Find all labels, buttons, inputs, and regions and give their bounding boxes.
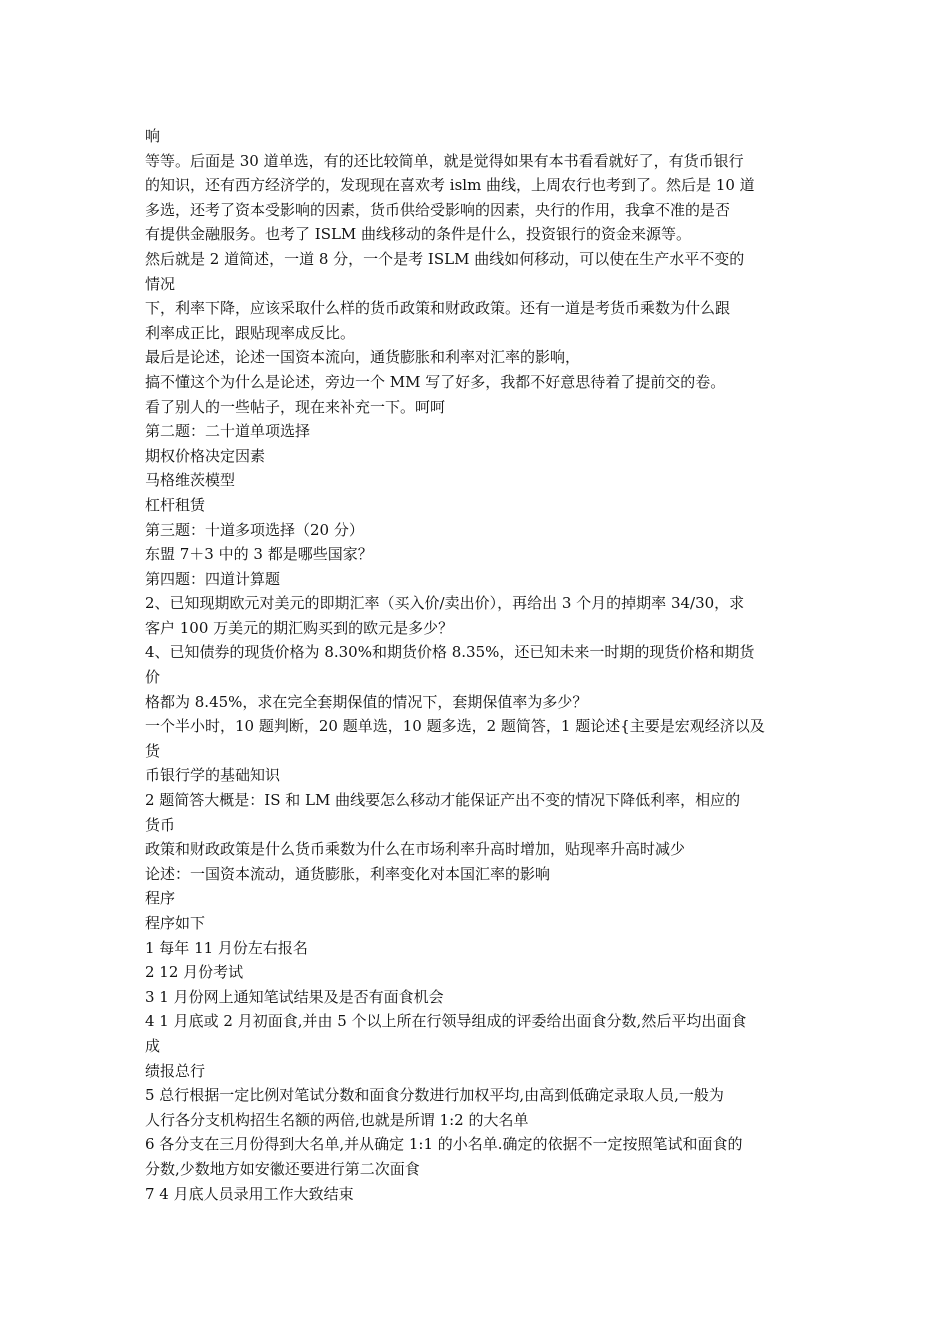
section-heading: 程序 — [145, 889, 176, 908]
text-line: 利率成正比，跟贴现率成反比。 — [145, 323, 356, 342]
text-line: 绩报总行 — [145, 1061, 206, 1080]
text-line: 响 — [145, 127, 161, 145]
text-line: 最后是论述，论述一国资本流向，通货膨胀和利率对汇率的影响， — [145, 348, 581, 367]
section-heading: 第二题：二十道单项选择 — [145, 422, 311, 441]
text-line: 2、已知现期欧元对美元的即期汇率（买入价/卖出价），再给出 3 个月的掉期率 34/30，求 — [145, 594, 745, 613]
text-line: 搞不懂这个为什么是论述，旁边一个 MM 写了好多，我都不好意思待着了提前交的卷。 — [145, 372, 726, 391]
list-item: 7 4 月底人员录用工作大致结束 — [145, 1184, 354, 1203]
text-line: 分数,少数地方如安徽还要进行第二次面食 — [145, 1159, 420, 1178]
text-line: 人行各分支机构招生名额的两倍,也就是所谓 1:2 的大名单 — [145, 1110, 529, 1129]
text-line: 杠杆租赁 — [145, 495, 206, 514]
document-body — [145, 124, 815, 1206]
text-line: 2 题简答大概是：IS 和 LM 曲线要怎么移动才能保证产出不变的情况下降低利率，相应的 — [145, 791, 741, 810]
text-line: 情况 — [145, 274, 176, 293]
section-heading: 第四题：四道计算题 — [145, 569, 281, 588]
text-line: 等等。后面是 30 道单选，有的还比较简单，就是觉得如果有本书看看就好了，有货币银行 — [145, 151, 744, 170]
text-line: 的知识，还有西方经济学的，发现现在喜欢考 islm 曲线，上周农行也考到了。然后是 10 道 — [145, 176, 755, 195]
text-line: 客户 100 万美元的期汇购买到的欧元是多少？ — [145, 618, 454, 637]
text-line: 程序如下 — [145, 914, 206, 932]
text-line: 东盟 7＋3 中的 3 都是哪些国家？ — [145, 545, 373, 564]
text-line: 一个半小时，10 题判断，20 题单选，10 题多选，2 题简答，1 题论述{主要是宏观经济以及 — [145, 717, 765, 736]
text-line: 4、已知债券的现货价格为 8.30%和期货价格 8.35%，还已知未来一时期的现货价格和期货 — [145, 643, 755, 662]
text-line: 看了别人的一些帖子，现在来补充一下。呵呵 — [145, 397, 446, 416]
list-item: 1 每年 11 月份左右报名 — [145, 938, 308, 957]
text-line: 格都为 8.45%，求在完全套期保值的情况下，套期保值率为多少？ — [145, 692, 588, 711]
text-line: 期权价格决定因素 — [145, 446, 266, 465]
text-line: 币银行学的基础知识 — [145, 766, 281, 785]
section-heading: 第三题：十道多项选择（20 分） — [145, 520, 364, 539]
list-item: 2 12 月份考试 — [145, 963, 244, 982]
text-line: 下，利率下降，应该采取什么样的货币政策和财政政策。还有一道是考货币乘数为什么跟 — [145, 299, 731, 318]
list-item: 4 1 月底或 2 月初面食,并由 5 个以上所在行领导组成的评委给出面食分数,然后平均出面食 — [145, 1012, 747, 1031]
text-line: 成 — [145, 1036, 161, 1055]
list-item: 3 1 月份网上通知笔试结果及是否有面食机会 — [145, 987, 444, 1006]
text-line: 论述：一国资本流动，通货膨胀，利率变化对本国汇率的影响 — [145, 864, 551, 883]
text-line: 马格维茨模型 — [145, 471, 236, 490]
text-line: 货 — [145, 741, 161, 760]
list-item: 6 各分支在三月份得到大名单,并从确定 1:1 的小名单.确定的依据不一定按照笔试和面食的 — [145, 1135, 743, 1154]
text-line: 多选，还考了资本受影响的因素，货币供给受影响的因素，央行的作用，我拿不准的是否 — [145, 200, 731, 219]
text-line: 然后就是 2 道简述，一道 8 分，一个是考 ISLM 曲线如何移动，可以使在生产水平不变的 — [145, 249, 745, 268]
text-line: 货币 — [145, 815, 176, 834]
text-line: 政策和财政政策是什么货币乘数为什么在市场利率升高时增加，贴现率升高时减少 — [145, 840, 686, 859]
list-item: 5 总行根据一定比例对笔试分数和面食分数进行加权平均,由高到低确定录取人员,一般为 — [145, 1086, 724, 1105]
text-line: 价 — [145, 668, 161, 687]
text-line: 有提供金融服务。也考了 ISLM 曲线移动的条件是什么，投资银行的资金来源等。 — [145, 225, 692, 244]
